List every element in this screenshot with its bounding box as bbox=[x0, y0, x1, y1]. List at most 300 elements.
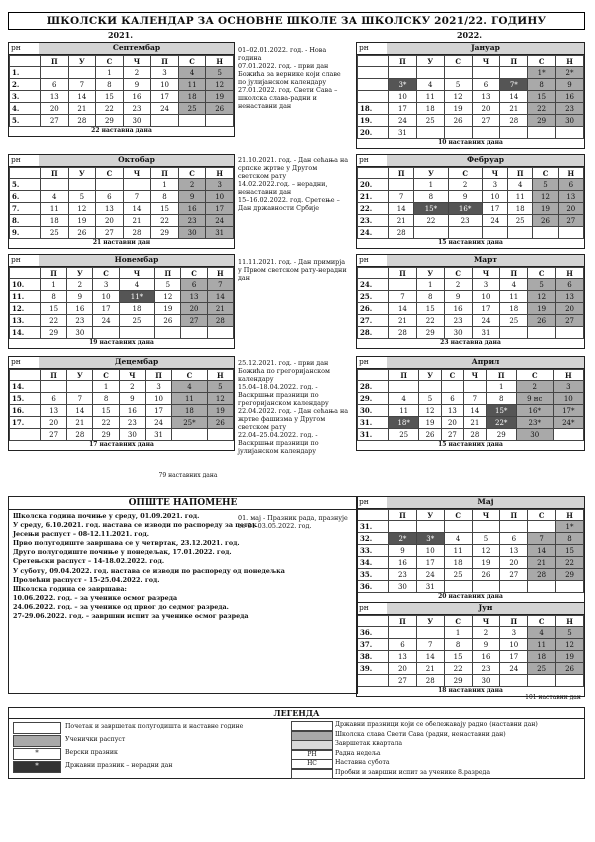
day-cell bbox=[414, 227, 448, 239]
day-cell: 16* bbox=[448, 203, 482, 215]
day-cell bbox=[206, 115, 234, 127]
general-notes-title: ОПШТЕ НАПОМЕНЕ bbox=[9, 497, 357, 510]
day-cell: 28 bbox=[389, 327, 417, 339]
day-cell: 23 bbox=[389, 569, 417, 581]
day-cell: 6 bbox=[389, 639, 417, 651]
general-note-line: Школска година се завршава: bbox=[13, 584, 127, 593]
month-grid bbox=[357, 55, 584, 139]
day-cell bbox=[556, 581, 584, 593]
day-head: С bbox=[441, 370, 463, 381]
lesson-count: 23 наставна дана bbox=[440, 339, 501, 346]
day-cell: 7* bbox=[500, 79, 528, 91]
day-cell: 18 bbox=[508, 203, 533, 215]
day-cell: 27 bbox=[96, 227, 124, 239]
week-label: рн bbox=[359, 155, 369, 164]
week-number: 11. bbox=[10, 291, 41, 303]
day-cell: 8 bbox=[486, 393, 516, 405]
day-cell: 13 bbox=[181, 291, 207, 303]
month-grid bbox=[9, 55, 234, 127]
week-number: 29. bbox=[358, 393, 389, 405]
week-number: 39. bbox=[358, 663, 389, 675]
day-cell: 27 bbox=[556, 315, 584, 327]
month-header bbox=[9, 255, 234, 267]
day-cell: 3 bbox=[472, 279, 500, 291]
legend-label: Државни празник – нерадни дан bbox=[65, 762, 173, 769]
general-note-line: Јесењи распуст – 08-12.11.2021. год. bbox=[13, 530, 149, 539]
day-cell: 2 bbox=[67, 279, 93, 291]
day-cell: 24 bbox=[206, 215, 234, 227]
day-cell: 27 bbox=[558, 215, 583, 227]
day-cell: 11 bbox=[508, 191, 533, 203]
day-cell: 25 bbox=[178, 103, 206, 115]
day-cell: 14 bbox=[123, 203, 151, 215]
general-note-line: Сретењски распуст – 14-18.02.2022. год. bbox=[13, 557, 165, 566]
day-cell: 12 bbox=[556, 639, 584, 651]
month-header bbox=[357, 155, 584, 167]
day-head: П bbox=[155, 268, 181, 279]
day-cell: 22 bbox=[93, 417, 119, 429]
day-cell: 6 bbox=[181, 279, 207, 291]
day-cell: 21 bbox=[500, 103, 528, 115]
day-cell bbox=[151, 115, 179, 127]
day-cell: 2 bbox=[472, 627, 500, 639]
day-head: Ч bbox=[123, 56, 151, 67]
day-cell: 17 bbox=[416, 557, 444, 569]
month-header bbox=[9, 43, 234, 55]
week-col-head bbox=[10, 168, 41, 179]
day-cell: 27 bbox=[389, 675, 417, 687]
day-cell: 9 bbox=[448, 191, 482, 203]
day-head: П bbox=[389, 616, 417, 627]
legend bbox=[8, 707, 585, 779]
day-cell bbox=[472, 581, 500, 593]
day-cell: 12 bbox=[444, 91, 472, 103]
day-cell: 11 bbox=[172, 393, 208, 405]
day-cell: 29 bbox=[486, 429, 516, 441]
day-cell: 19 bbox=[206, 91, 234, 103]
general-note-line: 10.06.2022. год. – за ученике осмог разреда bbox=[13, 593, 178, 602]
day-cell: 7 bbox=[207, 279, 233, 291]
day-cell: 17 bbox=[389, 103, 417, 115]
week-col-head bbox=[10, 268, 41, 279]
day-cell: 18 bbox=[500, 303, 528, 315]
week-number: 36. bbox=[358, 627, 389, 639]
week-number: 26. bbox=[358, 303, 389, 315]
day-cell: 21 bbox=[68, 103, 96, 115]
day-cell: 5 bbox=[556, 627, 584, 639]
holiday-note: 01–02.01.2022. год. - Нова година 07.01.2022. год. - први дан Божића за вернике који славе по јулијанском календару 27.01.2022. год. Свети Сава – школска слава-радни и ненаставни дан bbox=[238, 46, 341, 110]
day-cell: 27 bbox=[500, 569, 528, 581]
day-head: У bbox=[68, 56, 96, 67]
day-cell: 25* bbox=[172, 417, 208, 429]
week-number: 31. bbox=[358, 521, 389, 533]
day-cell: 20 bbox=[472, 103, 500, 115]
day-head: П bbox=[41, 268, 67, 279]
month-grid bbox=[9, 267, 234, 339]
day-cell: 30 bbox=[472, 675, 500, 687]
month-name: Април bbox=[387, 357, 584, 368]
day-cell: 1 bbox=[96, 67, 124, 79]
day-cell bbox=[41, 67, 69, 79]
week-number: 31. bbox=[358, 429, 389, 441]
day-head: П bbox=[151, 168, 179, 179]
page-title: ШКОЛСКИ КАЛЕНДАР ЗА ОСНОВНЕ ШКОЛЕ ЗА ШКОЛСКУ 2021/22. ГОДИНУ bbox=[8, 12, 585, 30]
day-cell bbox=[528, 127, 556, 139]
day-cell: 4 bbox=[41, 191, 69, 203]
day-cell bbox=[464, 381, 486, 393]
day-cell: 5 bbox=[68, 191, 96, 203]
day-cell: 6 bbox=[556, 279, 584, 291]
week-number: 5. bbox=[10, 179, 41, 191]
day-cell: 10 bbox=[472, 291, 500, 303]
day-cell: 22 bbox=[41, 315, 67, 327]
day-cell bbox=[119, 327, 155, 339]
day-cell: 5 bbox=[207, 381, 233, 393]
day-cell: 23 bbox=[67, 315, 93, 327]
day-cell: 14 bbox=[389, 203, 414, 215]
day-head: Ч bbox=[119, 370, 145, 381]
day-cell: 14 bbox=[464, 405, 486, 417]
day-head: У bbox=[416, 616, 444, 627]
day-cell: 5 bbox=[155, 279, 181, 291]
day-cell: 22 bbox=[556, 557, 584, 569]
week-number: 8. bbox=[10, 215, 41, 227]
day-cell: 19 bbox=[533, 203, 558, 215]
day-cell bbox=[207, 429, 233, 441]
day-cell: 13 bbox=[41, 405, 67, 417]
month-header bbox=[9, 357, 234, 369]
legend-label: Пробни и завршни испит за ученике 8.разреда bbox=[335, 768, 491, 776]
day-cell: 16 bbox=[444, 303, 472, 315]
day-cell: 7 bbox=[123, 191, 151, 203]
holiday-note: 01. мај - Празник рада, празнује се 01-03.05.2022. год. bbox=[238, 514, 348, 530]
week-number: 3. bbox=[10, 91, 41, 103]
lesson-count: 20 наставних дана bbox=[438, 593, 503, 600]
day-cell bbox=[556, 675, 584, 687]
day-cell: 11 bbox=[41, 203, 69, 215]
week-number bbox=[10, 429, 41, 441]
day-cell: 10 bbox=[151, 79, 179, 91]
day-cell: 29 bbox=[556, 569, 584, 581]
week-number: 14. bbox=[10, 381, 41, 393]
day-cell: 30 bbox=[444, 327, 472, 339]
month-calendar bbox=[356, 496, 585, 603]
week-number: 2. bbox=[10, 79, 41, 91]
day-cell: 4 bbox=[500, 279, 528, 291]
day-cell: 30 bbox=[67, 327, 93, 339]
week-col-head bbox=[10, 56, 41, 67]
day-cell: 16 bbox=[556, 91, 584, 103]
day-cell bbox=[500, 327, 528, 339]
month-calendar bbox=[8, 42, 235, 137]
day-cell: 31 bbox=[416, 581, 444, 593]
day-cell: 7 bbox=[67, 393, 93, 405]
day-cell: 17 bbox=[145, 405, 171, 417]
day-head: П bbox=[500, 268, 528, 279]
day-cell bbox=[556, 127, 584, 139]
week-number: 6. bbox=[10, 191, 41, 203]
day-cell bbox=[508, 227, 533, 239]
lesson-count: 10 наставних дана bbox=[438, 139, 503, 146]
month-header bbox=[357, 497, 584, 509]
day-head: С bbox=[93, 370, 119, 381]
day-cell: 28 bbox=[416, 675, 444, 687]
day-cell: 7 bbox=[68, 79, 96, 91]
day-cell bbox=[500, 67, 528, 79]
day-cell: 1 bbox=[151, 179, 179, 191]
day-head: С bbox=[444, 616, 472, 627]
day-cell: 21 bbox=[528, 557, 556, 569]
day-cell: 15* bbox=[486, 405, 516, 417]
day-cell: 6 bbox=[558, 179, 583, 191]
day-cell: 20 bbox=[556, 303, 584, 315]
day-head: П bbox=[389, 510, 417, 521]
day-cell: 24 bbox=[500, 663, 528, 675]
day-head: П bbox=[500, 510, 528, 521]
day-cell: 2 bbox=[444, 279, 472, 291]
day-cell bbox=[181, 327, 207, 339]
day-cell: 22 bbox=[414, 215, 448, 227]
day-cell: 5 bbox=[472, 533, 500, 545]
day-cell bbox=[500, 521, 528, 533]
day-cell: 5 bbox=[528, 279, 556, 291]
day-cell bbox=[41, 179, 69, 191]
month-calendar bbox=[356, 154, 585, 249]
day-cell: 26 bbox=[206, 103, 234, 115]
week-col-head bbox=[358, 268, 389, 279]
day-cell: 17* bbox=[553, 405, 583, 417]
day-cell: 2 bbox=[119, 381, 145, 393]
day-cell: 17 bbox=[500, 651, 528, 663]
month-header bbox=[357, 255, 584, 267]
day-cell: 26 bbox=[419, 429, 441, 441]
day-cell: 11 bbox=[528, 639, 556, 651]
day-cell: 29 bbox=[93, 429, 119, 441]
holiday-note: 21.10.2021. год. - Дан сећања на српске жртве у Другом светском рату 14.02.2022.год. – нерадни, ненаставни дан 15–16.02.2022. год. Сретење – Дан државности Србије bbox=[238, 156, 349, 212]
day-cell: 4 bbox=[119, 279, 155, 291]
day-head: П bbox=[41, 168, 69, 179]
week-label: рн bbox=[359, 497, 369, 506]
day-cell: 9 bbox=[67, 291, 93, 303]
day-cell: 8 bbox=[556, 533, 584, 545]
day-cell: 12 bbox=[472, 545, 500, 557]
day-cell: 13 bbox=[472, 91, 500, 103]
day-head: Н bbox=[558, 168, 583, 179]
day-head: Ч bbox=[482, 168, 507, 179]
day-cell bbox=[444, 521, 472, 533]
day-cell: 10 bbox=[500, 639, 528, 651]
day-cell: 15 bbox=[556, 545, 584, 557]
day-cell: 20 bbox=[96, 215, 124, 227]
day-head: П bbox=[389, 370, 419, 381]
day-cell bbox=[500, 127, 528, 139]
week-number: 19. bbox=[358, 115, 389, 127]
day-cell: 10 bbox=[93, 291, 119, 303]
day-cell: 1 bbox=[486, 381, 516, 393]
lesson-count: 19 наставних дана bbox=[89, 339, 154, 346]
day-cell: 1 bbox=[444, 627, 472, 639]
day-cell: 19 bbox=[556, 651, 584, 663]
general-note-line: Школска година почиње у среду, 01.09.2021. год. bbox=[13, 512, 200, 520]
day-cell: 21 bbox=[67, 417, 93, 429]
day-cell: 18 bbox=[119, 303, 155, 315]
day-cell: 9 bbox=[556, 79, 584, 91]
day-cell bbox=[528, 521, 556, 533]
day-cell bbox=[93, 327, 119, 339]
day-cell: 12 bbox=[207, 393, 233, 405]
day-head: П bbox=[151, 56, 179, 67]
week-label: рн bbox=[359, 43, 369, 52]
general-note-line: Пролећни распуст - 15-25.04.2022. год. bbox=[13, 575, 160, 584]
month-calendar bbox=[356, 602, 585, 697]
week-number: 15. bbox=[10, 393, 41, 405]
day-cell bbox=[533, 227, 558, 239]
day-cell bbox=[441, 381, 463, 393]
legend-swatch: НС bbox=[291, 759, 333, 769]
day-cell: 4 bbox=[444, 533, 472, 545]
day-cell: 11 bbox=[178, 79, 206, 91]
day-cell: 15* bbox=[414, 203, 448, 215]
week-number: 5. bbox=[10, 115, 41, 127]
day-cell: 7 bbox=[416, 639, 444, 651]
day-cell: 31 bbox=[472, 327, 500, 339]
week-number: 23. bbox=[358, 215, 389, 227]
month-header bbox=[9, 155, 234, 167]
day-cell: 2 bbox=[123, 67, 151, 79]
day-cell: 23* bbox=[516, 417, 553, 429]
day-cell: 30 bbox=[516, 429, 553, 441]
day-cell: 15 bbox=[41, 303, 67, 315]
day-cell bbox=[416, 521, 444, 533]
day-head: П bbox=[500, 56, 528, 67]
day-head: П bbox=[41, 370, 67, 381]
day-head: Ч bbox=[472, 268, 500, 279]
week-col-head bbox=[10, 370, 41, 381]
day-cell: 13 bbox=[389, 651, 417, 663]
day-cell: 27 bbox=[41, 115, 69, 127]
day-cell: 1* bbox=[528, 67, 556, 79]
day-cell: 28 bbox=[464, 429, 486, 441]
week-label: рн bbox=[359, 603, 369, 612]
day-cell: 26 bbox=[207, 417, 233, 429]
day-cell: 18 bbox=[172, 405, 208, 417]
day-cell: 5 bbox=[533, 179, 558, 191]
week-number: 1. bbox=[10, 67, 41, 79]
day-cell: 1 bbox=[414, 179, 448, 191]
day-cell: 23 bbox=[556, 103, 584, 115]
day-cell: 6 bbox=[96, 191, 124, 203]
legend-swatch: РН bbox=[291, 750, 333, 760]
day-cell: 7 bbox=[528, 533, 556, 545]
day-head: П bbox=[41, 56, 69, 67]
day-cell bbox=[41, 381, 67, 393]
day-cell bbox=[389, 279, 417, 291]
day-cell: 30 bbox=[123, 115, 151, 127]
week-number: 33. bbox=[358, 545, 389, 557]
day-head: С bbox=[172, 370, 208, 381]
week-number: 17. bbox=[10, 417, 41, 429]
day-head: Ч bbox=[464, 370, 486, 381]
day-cell: 4 bbox=[528, 627, 556, 639]
legend-swatch bbox=[13, 722, 61, 734]
day-cell bbox=[482, 227, 507, 239]
day-cell bbox=[207, 327, 233, 339]
day-head: С bbox=[181, 268, 207, 279]
day-cell: 17 bbox=[206, 203, 234, 215]
week-number: 36. bbox=[358, 581, 389, 593]
day-cell bbox=[96, 179, 124, 191]
day-cell: 27 bbox=[181, 315, 207, 327]
day-cell: 28 bbox=[67, 429, 93, 441]
day-cell: 16 bbox=[123, 91, 151, 103]
day-cell: 18 bbox=[178, 91, 206, 103]
day-cell: 11* bbox=[119, 291, 155, 303]
day-cell: 8 bbox=[151, 191, 179, 203]
day-cell: 28 bbox=[207, 315, 233, 327]
day-head: П bbox=[389, 168, 414, 179]
year-total: 101 наставни дан bbox=[525, 694, 581, 701]
legend-label: Почетак и завршетак полугодишта и наставне године bbox=[65, 723, 244, 730]
week-number: 30. bbox=[358, 405, 389, 417]
day-cell: 24* bbox=[553, 417, 583, 429]
day-head: С bbox=[444, 268, 472, 279]
day-cell: 21 bbox=[416, 663, 444, 675]
week-number: 37. bbox=[358, 639, 389, 651]
day-cell: 25 bbox=[528, 663, 556, 675]
day-head: П bbox=[508, 168, 533, 179]
day-cell: 19 bbox=[528, 303, 556, 315]
day-cell: 2* bbox=[389, 533, 417, 545]
lesson-count: 18 наставних дана bbox=[438, 687, 503, 694]
month-calendar bbox=[8, 356, 235, 451]
day-cell bbox=[416, 67, 444, 79]
week-label: рн bbox=[359, 357, 369, 366]
day-cell bbox=[472, 127, 500, 139]
year-right: 2022. bbox=[456, 30, 483, 40]
day-cell: 7 bbox=[389, 191, 414, 203]
day-cell: 2* bbox=[556, 67, 584, 79]
day-cell: 8 bbox=[96, 79, 124, 91]
week-label: рн bbox=[11, 357, 21, 366]
day-cell: 26 bbox=[556, 663, 584, 675]
day-cell: 17 bbox=[472, 303, 500, 315]
week-number: 28. bbox=[358, 327, 389, 339]
day-cell: 23 bbox=[444, 315, 472, 327]
day-cell: 8 bbox=[414, 191, 448, 203]
legend-label: Ученички распуст bbox=[65, 736, 126, 743]
day-cell bbox=[67, 381, 93, 393]
day-cell: 17 bbox=[482, 203, 507, 215]
day-cell bbox=[500, 675, 528, 687]
week-col-head bbox=[358, 168, 389, 179]
day-cell bbox=[444, 127, 472, 139]
day-cell: 14 bbox=[528, 545, 556, 557]
day-cell: 14 bbox=[416, 651, 444, 663]
week-number: 24. bbox=[358, 279, 389, 291]
day-cell: 30 bbox=[556, 115, 584, 127]
day-cell: 28 bbox=[500, 115, 528, 127]
day-head: Н bbox=[553, 370, 583, 381]
general-note-line: У среду, 6.10.2021. год. настава се изводи по распореду за петак bbox=[13, 521, 257, 530]
week-number: 32. bbox=[358, 533, 389, 545]
day-cell: 19 bbox=[472, 557, 500, 569]
day-cell: 31 bbox=[145, 429, 171, 441]
day-cell: 3* bbox=[389, 79, 417, 91]
month-name: Октобар bbox=[39, 155, 234, 166]
day-head: Ч bbox=[472, 616, 500, 627]
day-cell: 28 bbox=[389, 227, 414, 239]
day-head: Н bbox=[556, 56, 584, 67]
